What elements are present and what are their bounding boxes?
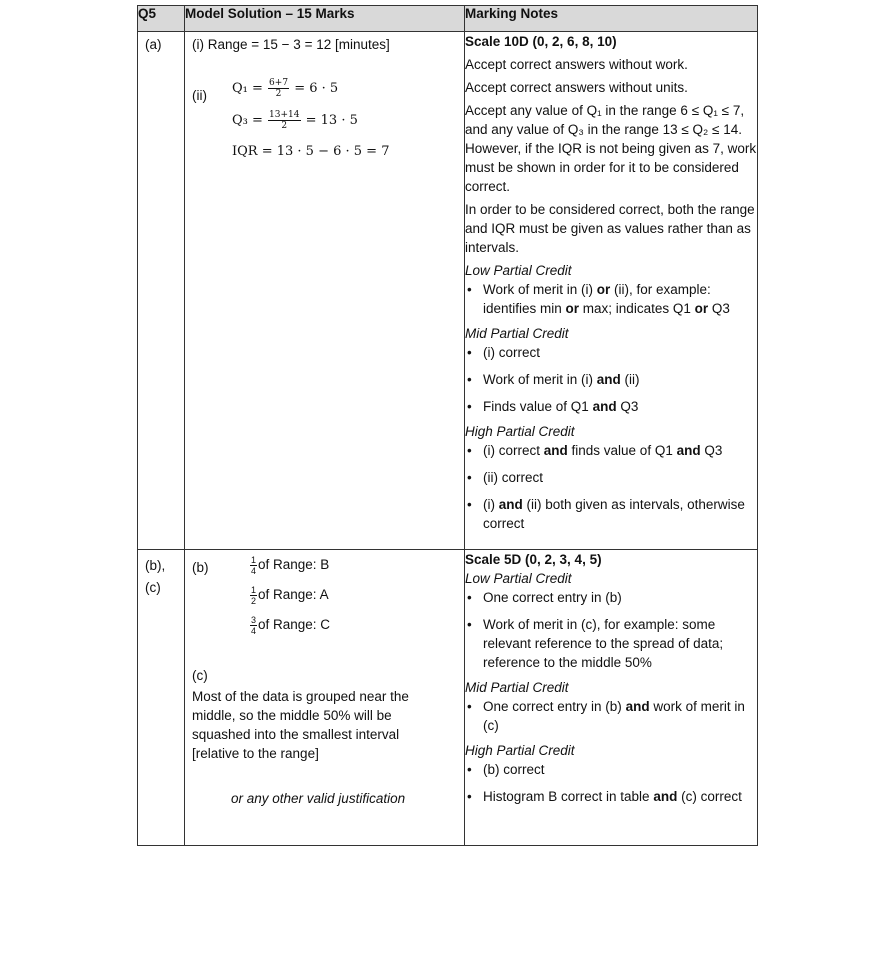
part-a-low-list [465,280,757,318]
half-range-entry: $\frac{1}{2}$ of Range: A [251,585,329,606]
header-solution: Model Solution – 15 Marks [185,6,465,32]
part-bc-scale: Scale 5D (0, 2, 3, 4, 5) [465,552,602,567]
header-row [138,6,758,32]
header-question: Q5 [138,6,185,32]
part-ii-label: (ii) [192,88,207,103]
part-a-label-cell [138,32,185,550]
part-a-note-3: Accept any value of Q₁ in the range 6 ≤ Q₁ ≤ 7, and any value of Q₃ in the range 13 ≤ Q₂ ≤ 14. However, if the IQR is not being given as 7, work must be shown in order for it to be considered correct. [465,103,757,194]
part-a-note-2: Accept correct answers without units. [465,80,688,95]
part-a-high-list [465,441,757,533]
part-bc-low-item-1: • One correct entry in (b) [465,588,757,607]
fraction-three-quarters: $\frac{3}{4}$ [251,615,257,636]
part-bc-high-item-1: • (b) correct [465,760,757,779]
part-a-low-title: Low Partial Credit [465,263,572,278]
range-line: (i) Range = 15 − 3 = 12 [minutes] [192,37,390,52]
part-a-low-item: • Work of merit in (i) or (ii), for example: identifies min or max; indicates Q1 or Q3 [465,280,757,318]
part-c-inner-label: (c) [192,668,208,683]
q1-equation: Q₁ = $\frac{6+7}{2}$ = 6 · 5 [232,78,339,99]
part-a-note-1: Accept correct answers without work. [465,57,688,72]
part-a-high-item-2: • (ii) correct [465,468,757,487]
part-a-high-item-1: • (i) correct and finds value of Q1 and Q3 [465,441,757,460]
fraction-one-half: $\frac{1}{2}$ [251,585,257,606]
part-a-mid-item-1: • (i) correct [465,343,757,362]
part-a-high-title: High Partial Credit [465,424,575,439]
part-a-label: (a) [145,37,162,52]
quarter-range-entry: $\frac{1}{4}$ of Range: B [251,555,330,576]
row-part-a [138,32,758,550]
q3-equation: Q₃ = $\frac{13+14}{2}$ = 13 · 5 [232,110,358,131]
iqr-equation: IQR = 13 · 5 − 6 · 5 = 7 [232,144,390,159]
part-a-mid-title: Mid Partial Credit [465,326,569,341]
alternative-justification: or any other valid justification [231,791,406,806]
part-bc-high-title: High Partial Credit [465,743,575,758]
part-a-mid-item-3: • Finds value of Q1 and Q3 [465,397,757,416]
part-a-mid-list [465,343,757,416]
fraction-one-quarter: $\frac{1}{4}$ [251,555,257,576]
part-b-inner-label: (b) [192,560,209,575]
part-bc-label-cell [138,550,185,846]
marking-scheme-table [137,5,758,846]
part-bc-low-list [465,588,757,672]
part-a-high-item-3: • (i) and (ii) both given as intervals, otherwise correct [465,495,757,533]
part-bc-high-list [465,760,757,806]
q3-fraction: $\frac{13+14}{2}$ [269,110,300,131]
part-bc-solution-cell [185,550,465,846]
part-bc-low-title: Low Partial Credit [465,571,572,586]
part-a-mid-item-2: • Work of merit in (i) and (ii) [465,370,757,389]
row-part-bc [138,550,758,846]
part-a-note-4: In order to be considered correct, both the range and IQR must be given as values rather than as intervals. [465,202,755,255]
part-b-label: (b), [145,558,166,573]
q1-fraction: $\frac{6+7}{2}$ [269,78,289,99]
three-quarter-range-entry: $\frac{3}{4}$ of Range: C [251,615,331,636]
header-notes: Marking Notes [465,6,758,32]
part-a-scale: Scale 10D (0, 2, 6, 8, 10) [465,34,617,49]
part-bc-high-item-2: • Histogram B correct in table and (c) correct [465,787,757,806]
part-bc-low-item-2: • Work of merit in (c), for example: some relevant reference to the spread of data; reference to the middle 50% [465,615,757,672]
part-bc-mid-list [465,697,757,735]
part-c-label: (c) [145,580,161,595]
part-bc-mid-title: Mid Partial Credit [465,680,569,695]
part-bc-mid-item-1: • One correct entry in (b) and work of merit in (c) [465,697,757,735]
part-c-explanation: Most of the data is grouped near the middle, so the middle 50% will be squashed into the smallest interval [relative to the range] [192,689,409,761]
part-a-notes-cell [465,32,758,550]
part-a-solution-cell [185,32,465,550]
part-bc-notes-cell [465,550,758,846]
